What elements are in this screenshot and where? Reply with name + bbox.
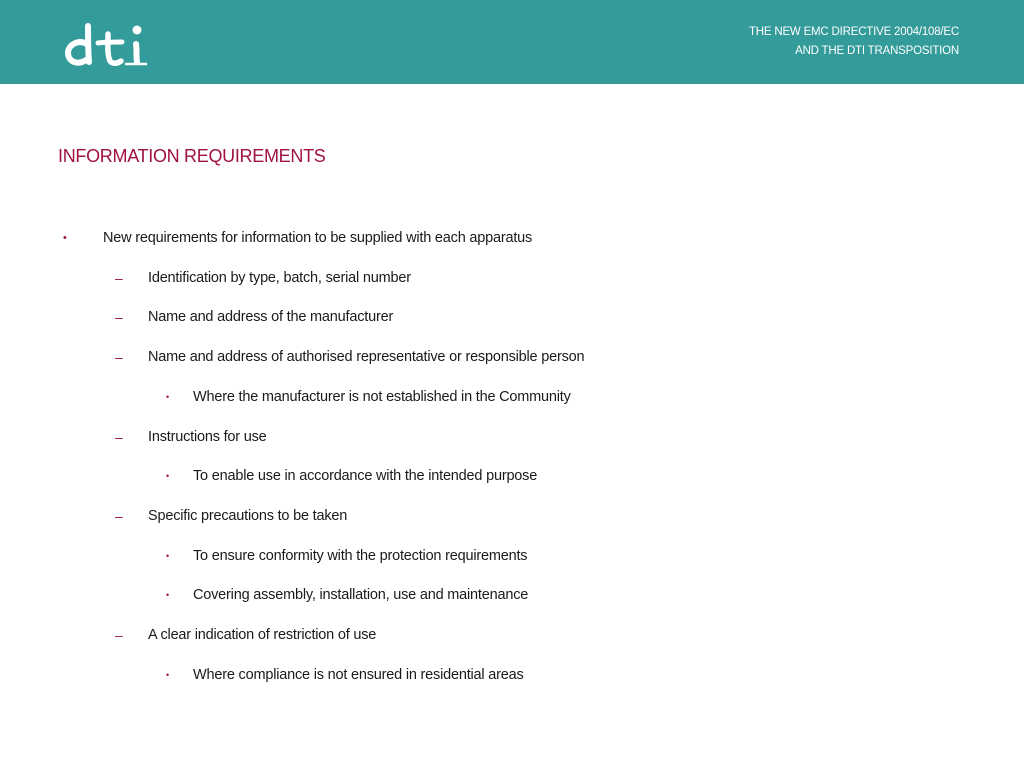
dash-bullet-icon: – (115, 508, 123, 524)
bullet-item-level-3: Where the manufacturer is not established in the Community (193, 389, 571, 405)
bullet-dot-icon: • (166, 471, 170, 481)
bullet-item-level-2: Identification by type, batch, serial number (148, 270, 411, 286)
bullet-dot-icon: • (63, 232, 67, 244)
bullet-item-level-2: Name and address of authorised representative or responsible person (148, 349, 585, 365)
bullet-dot-icon: • (166, 392, 170, 402)
bullet-dot-icon: • (166, 670, 170, 680)
bullet-item-level-3: Where compliance is not ensured in residential areas (193, 667, 524, 683)
presentation-title-line1: THE NEW EMC DIRECTIVE 2004/108/EC (748, 26, 959, 38)
bullet-item-level-2: A clear indication of restriction of use (148, 627, 377, 643)
slide-title: INFORMATION REQUIREMENTS (58, 146, 326, 166)
dash-bullet-icon: – (115, 309, 123, 325)
dash-bullet-icon: – (115, 627, 123, 643)
bullet-dot-icon: • (166, 590, 170, 600)
bullet-item-level-3: Covering assembly, installation, use and maintenance (193, 587, 529, 603)
bullet-item-level-3: To ensure conformity with the protection requirements (193, 548, 528, 564)
bullet-dot-icon: • (166, 551, 170, 561)
bullet-item-level-2: Name and address of the manufacturer (148, 309, 394, 325)
bullet-item-level-2: Specific precautions to be taken (148, 508, 348, 524)
presentation-title-line2: AND THE DTI TRANSPOSITION (795, 45, 959, 57)
dash-bullet-icon: – (115, 429, 123, 445)
bullet-item-level-2: Instructions for use (148, 429, 267, 445)
bullet-item-level-1: New requirements for information to be supplied with each apparatus (103, 230, 533, 246)
dash-bullet-icon: – (115, 270, 123, 286)
dash-bullet-icon: – (115, 349, 123, 365)
bullet-item-level-3: To enable use in accordance with the intended purpose (193, 468, 538, 484)
